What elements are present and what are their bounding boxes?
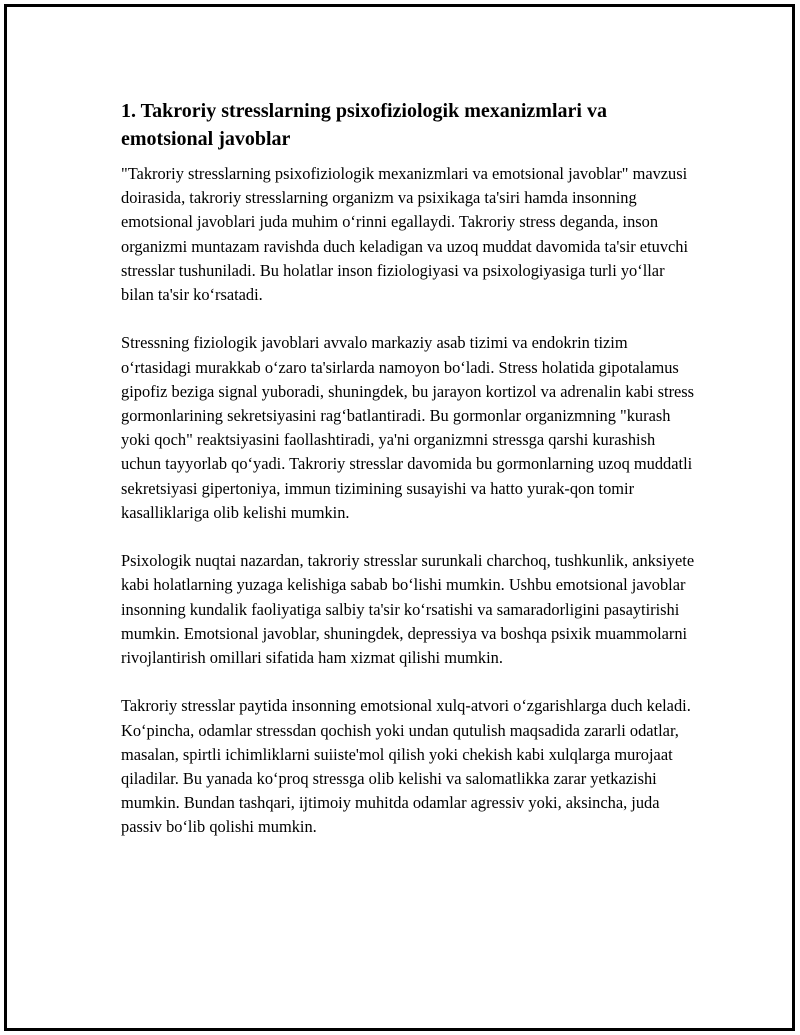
paragraph-4: Takroriy stresslar paytida insonning emotsional xulq-atvori oʻzgarishlarga duch keladi. Koʻpincha, odamlar stressdan qochish yoki undan qutulish maqsadida zararli odatlar, masalan, spirtli ichimliklarni suiiste'mol qilish yoki chekish kabi xulqlarga murojaat qiladilar. Bu yanada koʻproq stressga olib kelishi va salomatlikka zarar yetkazishi mumkin. Bundan tashqari, ijtimoiy muhitda odamlar agressiv yoki, aksincha, juda passiv boʻlib qolishi mumkin. bbox=[121, 696, 691, 837]
document-content bbox=[121, 97, 696, 864]
paragraph-1: "Takroriy stresslarning psixofiziologik mexanizmlari va emotsional javoblar" mavzusi doirasida, takroriy stresslarning organizm va psixikaga ta'siri hamda insonning emotsional javoblari juda muhim oʻrinni egallaydi. Takroriy stress deganda, inson organizmi muntazam ravishda duch keladigan va uzoq muddat davomida ta'sir etuvchi stresslar tushuniladi. Bu holatlar inson fiziologiyasi va psixologiyasiga turli yoʻllar bilan ta'sir koʻrsatadi. bbox=[121, 164, 689, 305]
paragraph-3: Psixologik nuqtai nazardan, takroriy stresslar surunkali charchoq, tushkunlik, anksiyete kabi holatlarning yuzaga kelishiga sabab boʻlishi mumkin. Ushbu emotsional javoblar insonning kundalik faoliyatiga salbiy ta'sir koʻrsatishi va samaradorligini pasaytirishi mumkin. Emotsional javoblar, shuningdek, depressiya va boshqa psixik muammolarni rivojlantirish omillari sifatida ham xizmat qilishi mumkin. bbox=[121, 551, 695, 668]
paragraph-2: Stressning fiziologik javoblari avvalo markaziy asab tizimi va endokrin tizim oʻrtasidagi murakkab oʻzaro ta'sirlarda namoyon boʻladi. Stress holatida gipotalamus gipofiz beziga signal yuboradi, shuningdek, bu jarayon kortizol va adrenalin kabi stress gormonlarining sekretsiyasini ragʻbatlantiradi. Bu gormonlar organizmning "kurash yoki qoch" reaktsiyasini faollashtiradi, ya'ni organizmni stressga qarshi kurashish uchun tayyorlab qoʻyadi. Takroriy stresslar davomida bu gormonlarning uzoq muddatli sekretsiyasi gipertoniya, immun tizimining susayishi va hatto yurak-qon tomir kasalliklariga olib kelishi mumkin. bbox=[121, 333, 695, 522]
section-heading: 1. Takroriy stresslarning psixofiziologik mexanizmlari va emotsional javoblar bbox=[121, 100, 607, 150]
document-page bbox=[4, 4, 795, 1031]
